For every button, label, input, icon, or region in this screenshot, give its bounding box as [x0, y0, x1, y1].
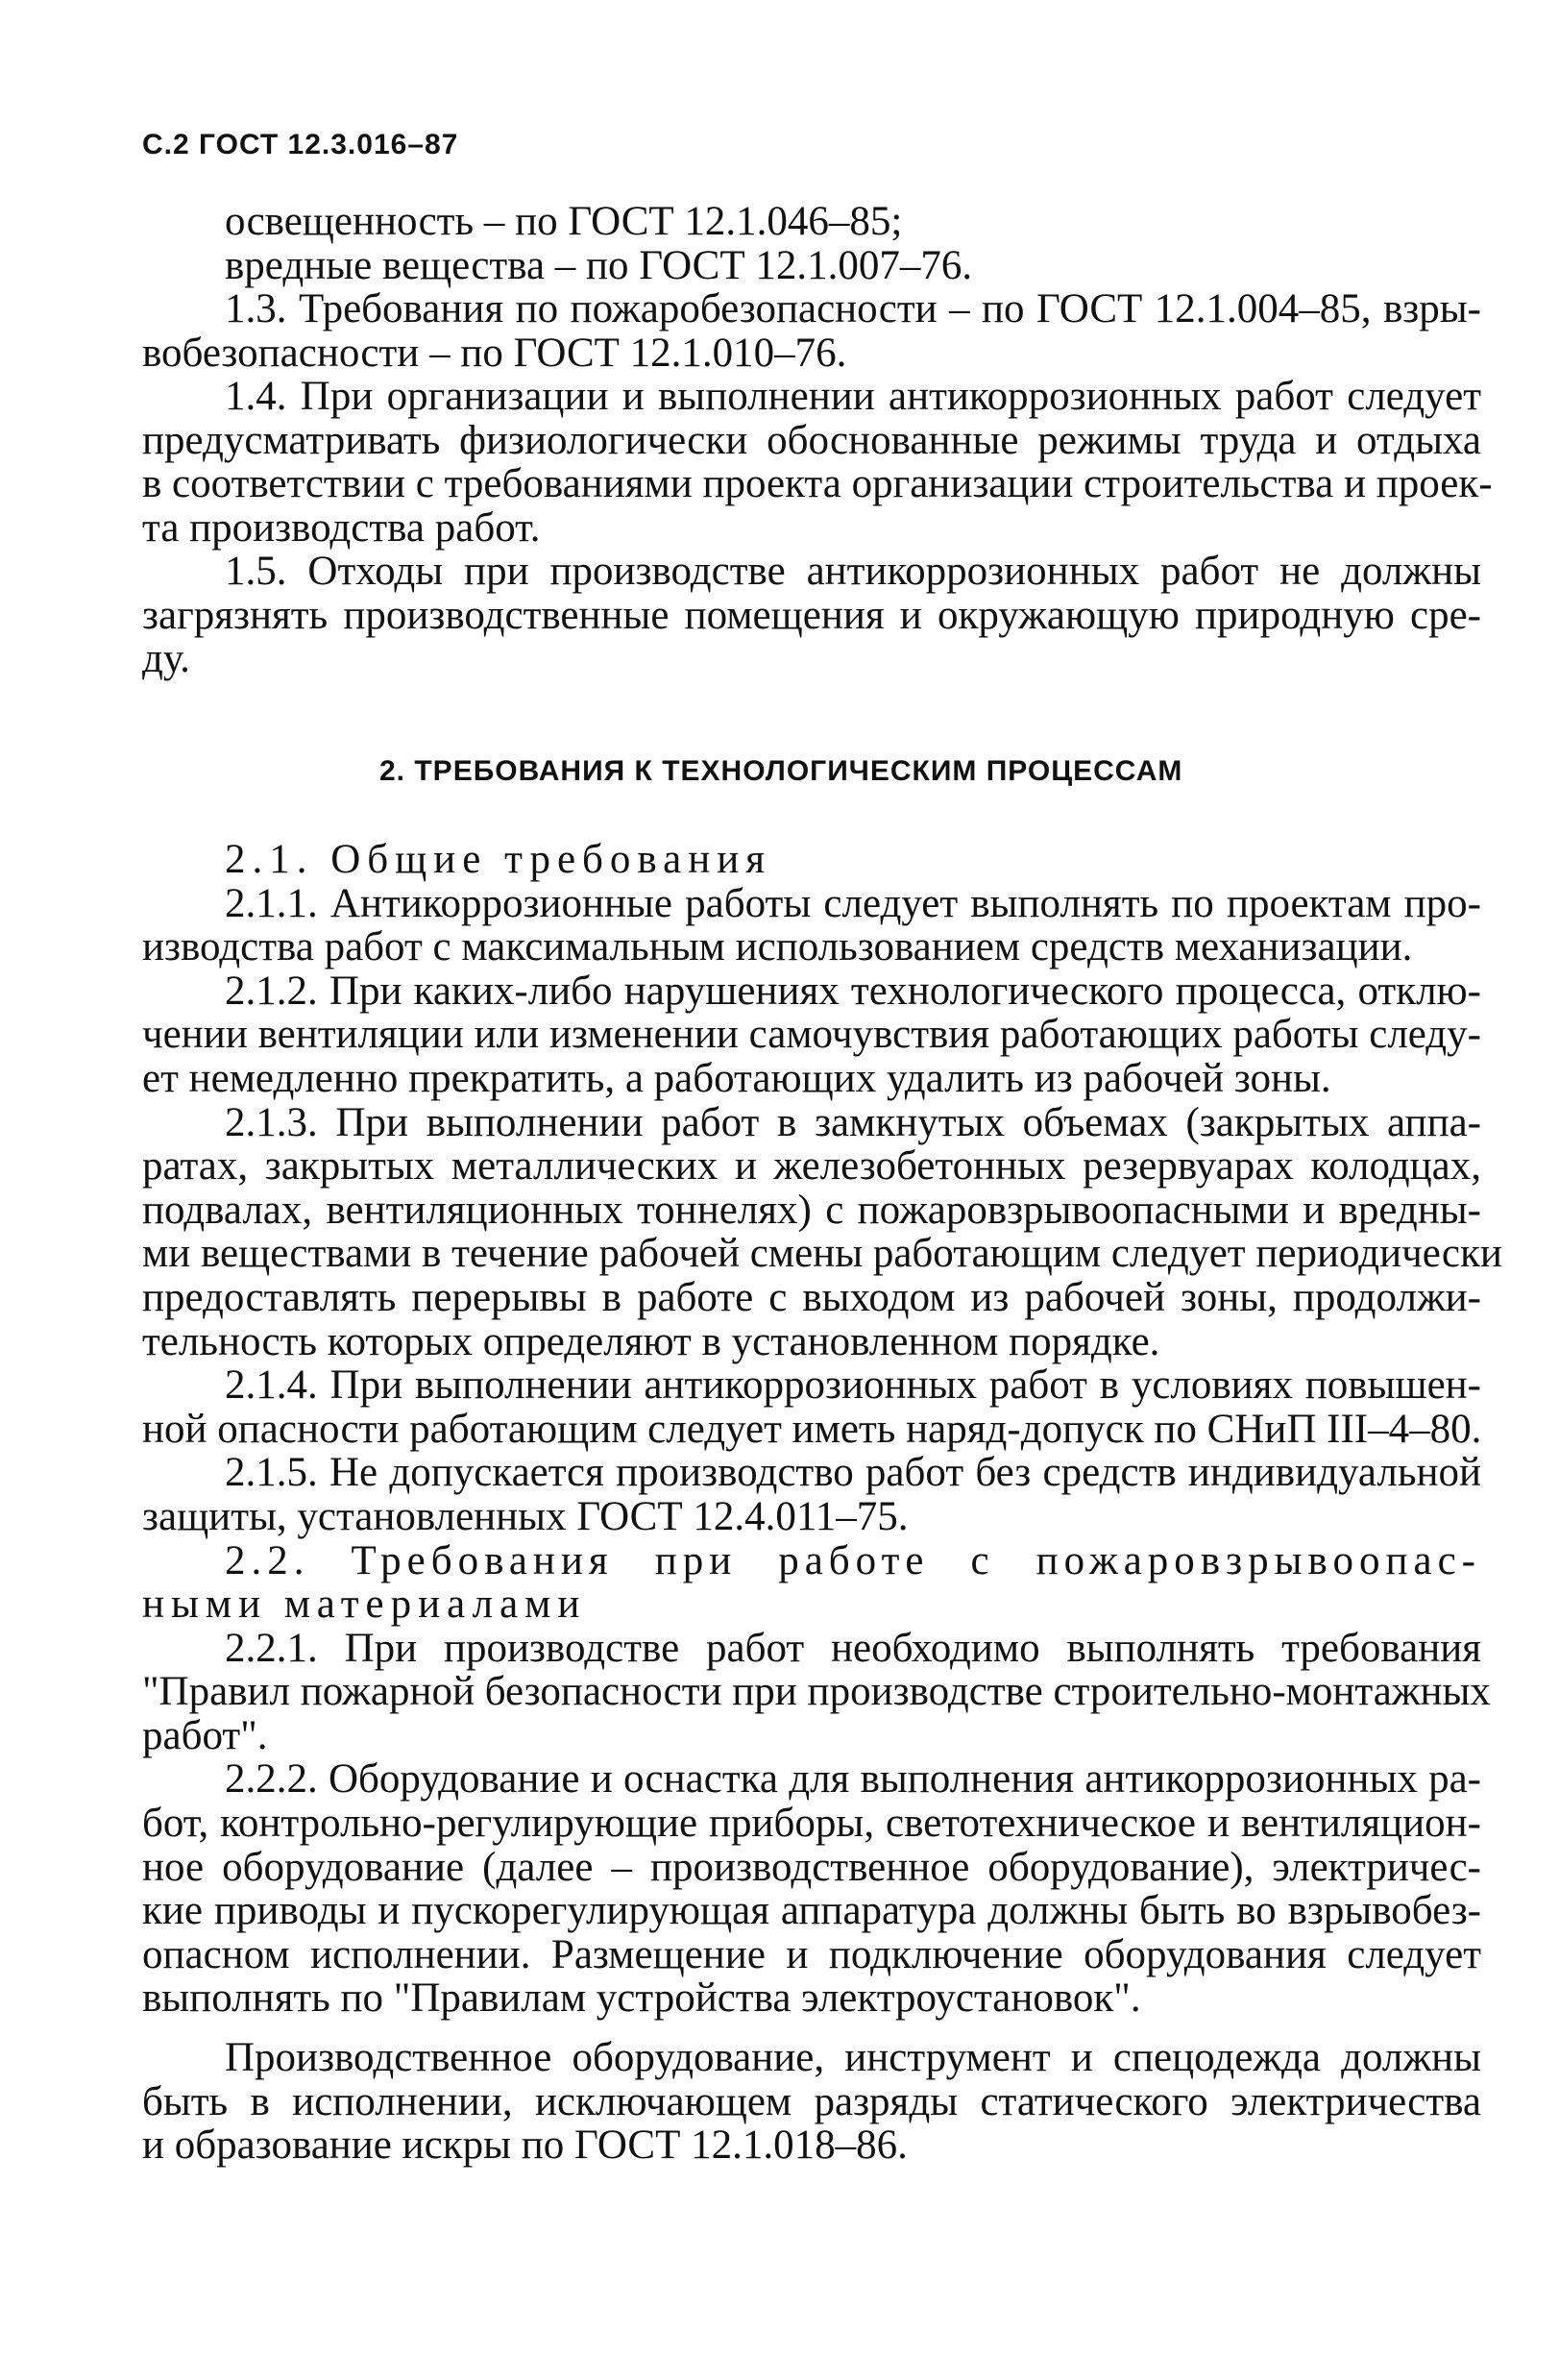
- text-line: изводства работ с максимальным использованием средств механизации.: [142, 924, 1413, 970]
- text-line: в соответствии с требованиями проекта организации строительства и проек-: [142, 461, 1493, 506]
- text-line: 2.1.5. Не допускается производство работ без средств индивидуальной: [225, 1450, 1481, 1496]
- paragraph-2-2-1: [142, 1625, 1491, 1758]
- text-line: выполнять по "Правилам устройства электроустановок".: [142, 1975, 1141, 2022]
- text-line: и образование искры по ГОСТ 12.1.018–86.: [142, 2122, 908, 2169]
- text-line: бот, контрольно-регулирующие приборы, светотехническое и вентиляцион-: [142, 1801, 1481, 1847]
- text-line: "Правил пожарной безопасности при производстве строительно-монтажных: [142, 1669, 1491, 1715]
- text-line: 2.2. Требования при работе с пожаровзрывоопас-: [225, 1537, 1481, 1583]
- text-line: 2.2.2. Оборудование и оснастка для выполнения антикоррозионных ра-: [225, 1756, 1481, 1803]
- subsection-2-1-heading: 2.1. Общие требования: [225, 837, 772, 882]
- text-line: вобезопасности – по ГОСТ 12.1.010–76.: [142, 330, 847, 376]
- paragraph-2-1-1: [142, 880, 1481, 970]
- text-line: 1.4. При организации и выполнении антикоррозионных работ следует: [225, 374, 1481, 419]
- running-header: С.2 ГОСТ 12.3.016–87: [142, 129, 459, 160]
- text-line: ной опасности работающим следует иметь наряд-допуск по СНиП III–4–80.: [142, 1406, 1482, 1452]
- text-line: 2.1.2. При каких-либо нарушениях технологического процесса, отклю-: [225, 968, 1481, 1014]
- text-line: защиты, установленных ГОСТ 12.4.011–75.: [142, 1493, 909, 1539]
- section-1-block: [142, 199, 1493, 681]
- paragraph-1-4: [142, 374, 1493, 551]
- text-line: 2.1.1. Антикоррозионные работы следует выполнять по проектам про-: [225, 880, 1481, 926]
- text-line: ное оборудование (далее – производственное оборудование), электричес-: [142, 1844, 1481, 1890]
- paragraph-final: [142, 2035, 1481, 2169]
- paragraph-2-1-3: [142, 1099, 1502, 1364]
- text-line: опасном исполнении. Размещение и подключение оборудования следует: [142, 1931, 1481, 1977]
- text-line: предоставлять перерывы в работе с выходом из рабочей зоны, продолжи-: [142, 1274, 1481, 1320]
- text-line: подвалах, вентиляционных тоннелях) с пожаровзрывоопасными и вредны-: [142, 1187, 1481, 1233]
- paragraph-2-2-2: [142, 1756, 1481, 2022]
- text-line: работ".: [142, 1712, 268, 1758]
- section-2-title: 2. ТРЕБОВАНИЯ К ТЕХНОЛОГИЧЕСКИМ ПРОЦЕССАМ: [379, 755, 1183, 787]
- text-line: ми веществами в течение рабочей смены работающим следует периодически: [142, 1231, 1502, 1277]
- text-line: ратах, закрытых металлических и железобетонных резервуарах колодцах,: [142, 1143, 1481, 1190]
- text-line: быть в исполнении, исключающем разряды статического электричества: [142, 2078, 1481, 2124]
- text-line: 2.2.1. При производстве работ необходимо выполнять требования: [225, 1625, 1481, 1671]
- text-line: освещенность – по ГОСТ 12.1.046–85;: [225, 199, 903, 244]
- text-line: 1.5. Отходы при производстве антикоррозионных работ не должны: [225, 549, 1481, 594]
- text-line: 1.3. Требования по пожаробезопасности – по ГОСТ 12.1.004–85, взры-: [225, 286, 1481, 331]
- text-line: ет немедленно прекратить, а работающих удалить из рабочей зоны.: [142, 1055, 1331, 1101]
- paragraph-2-1-5: [142, 1450, 1481, 1539]
- text-line: 2.1.4. При выполнении антикоррозионных работ в условиях повышен-: [225, 1362, 1481, 1409]
- paragraph-1-3: [142, 286, 1481, 376]
- paragraph-2-1-2: [142, 968, 1481, 1101]
- paragraph-1-5: [142, 549, 1481, 681]
- paragraph-2-1-4: [142, 1362, 1482, 1452]
- text-line: вредные вещества – по ГОСТ 12.1.007–76.: [225, 242, 973, 288]
- text-line: Производственное оборудование, инструмент и спецодежда должны: [225, 2035, 1481, 2081]
- text-line: ду.: [142, 636, 190, 681]
- text-line: загрязнять производственные помещения и окружающую природную сре-: [142, 592, 1481, 638]
- text-line: 2.1.3. При выполнении работ в замкнутых объемах (закрытых аппа-: [225, 1099, 1481, 1145]
- text-line: чении вентиляции или изменении самочувствия работающих работы следу-: [142, 1012, 1481, 1058]
- subsection-2-2-heading: [142, 1537, 1481, 1628]
- text-line: тельность которых определяют в установленном порядке.: [142, 1318, 1160, 1364]
- section-2-block: [142, 837, 1502, 2169]
- text-line: кие приводы и пускорегулирующая аппаратура должны быть во взрывобез-: [142, 1888, 1481, 1934]
- text-line: та производства работ.: [142, 504, 541, 551]
- text-line: предусматривать физиологически обоснованные режимы труда и отдыха: [142, 417, 1481, 463]
- text-line: ными материалами: [142, 1582, 587, 1628]
